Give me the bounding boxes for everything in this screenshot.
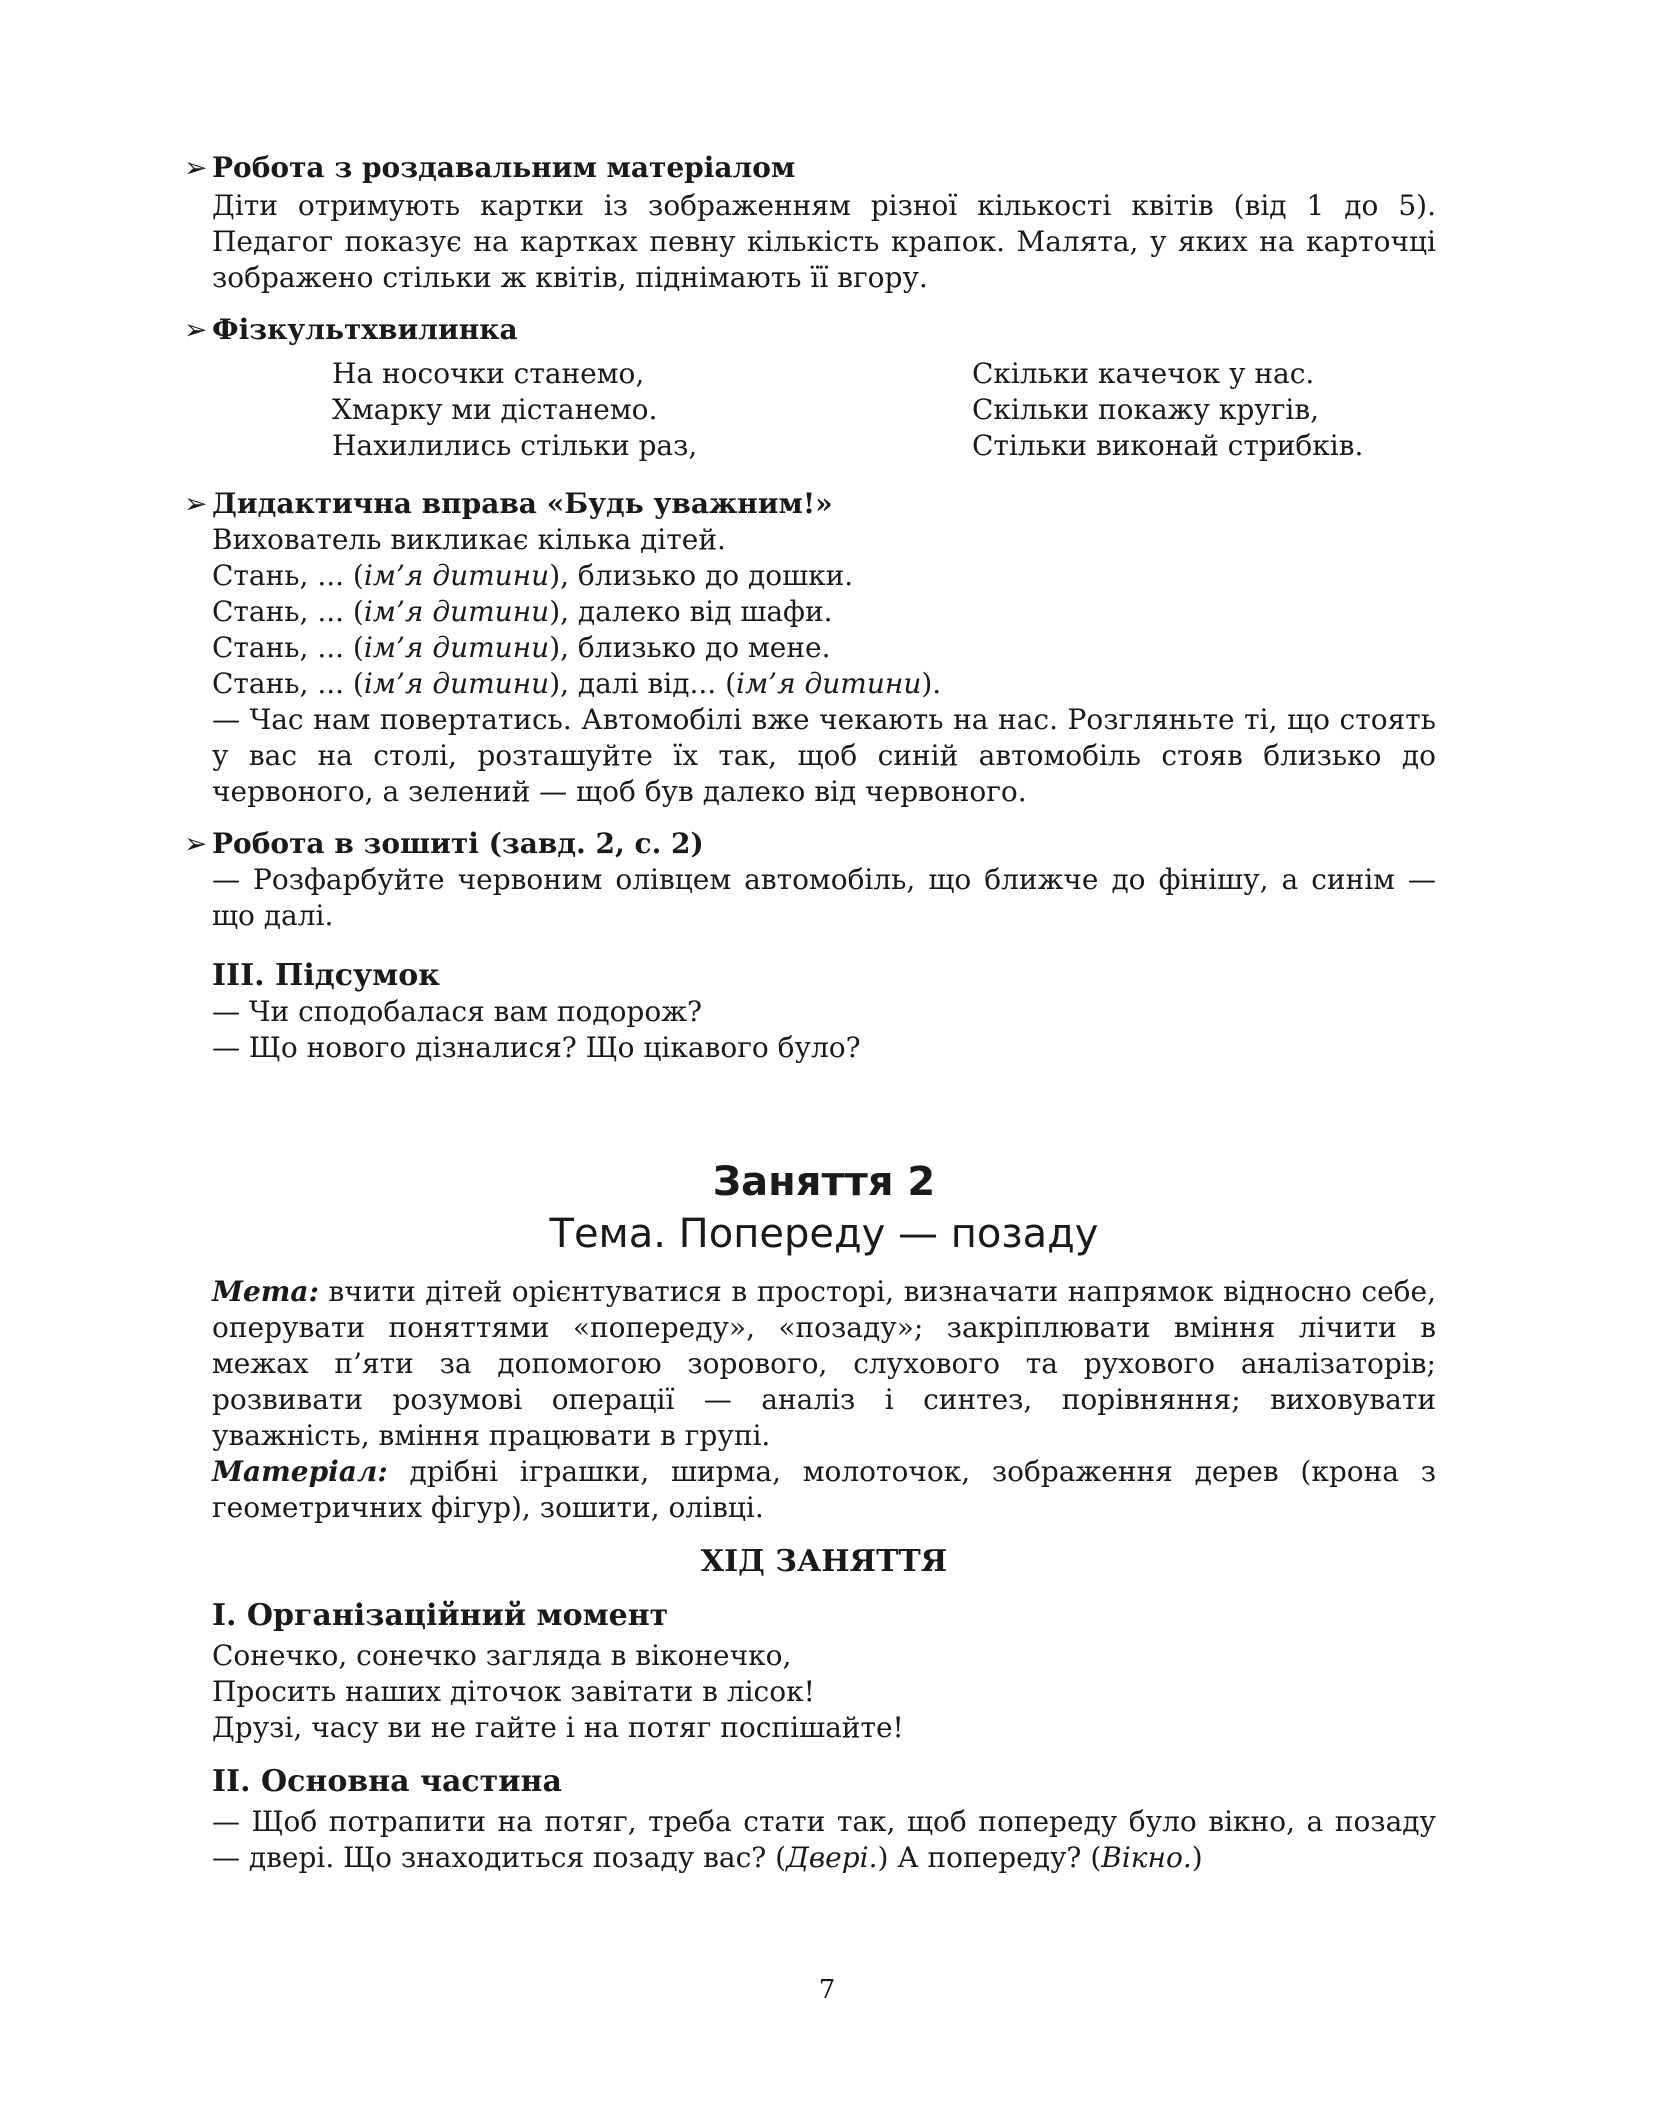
poem-column-left: [332, 356, 972, 464]
poem-line: На носочки станемо,: [332, 357, 645, 390]
instruction-line: Стань, ... (ім’я дитини), далі від... (ім’я дитини).: [212, 667, 942, 700]
section-heading: ➢ Робота в зошиті (завд. 2, с. 2): [184, 827, 704, 860]
poem: [212, 356, 1436, 464]
poem-line: Нахилились стільки раз,: [332, 429, 698, 462]
paragraph: — Розфарбуйте червоним олівцем автомобіль, що ближче до фінішу, а синім — що далі.: [212, 863, 1436, 932]
poem-line: Скільки покажу кругів,: [972, 393, 1320, 426]
goal-paragraph: Мета: вчити дітей орієнтуватися в просторі, визначати напрямок відносно себе, оперувати поняттями «попереду», «позаду»; закріплювати вміння лічити в межах п’яти за допомогою зорового, слухового та рухового аналізаторів; розвивати розумові операції — аналіз і синтез, порівняння; виховувати уважність, вміння працювати в групі.: [212, 1275, 1436, 1452]
course-title: ХІД ЗАНЯТТЯ: [700, 1544, 948, 1579]
section-heading: ➢ Дидактична вправа «Будь уважним!»: [184, 487, 833, 520]
paragraph: — Що нового дізналися? Що цікавого було?: [212, 1031, 861, 1064]
poem-line: Друзі, часу ви не гайте і на потяг поспішайте!: [212, 1711, 904, 1744]
poem-line: Стільки виконай стрибків.: [972, 429, 1364, 462]
page-content: [184, 150, 1436, 1876]
instruction-line: Стань, ... (ім’я дитини), далеко від шафи.: [212, 595, 833, 628]
poem-column-right: [972, 356, 1436, 464]
section-heading: ІІ. Основна частина: [212, 1764, 562, 1799]
section-heading: ІІІ. Підсумок: [212, 958, 440, 993]
instruction-line: Стань, ... (ім’я дитини), близько до дошки.: [212, 559, 854, 592]
paragraph: — Чи сподобалася вам подорож?: [212, 995, 702, 1028]
paragraph: Вихователь викликає кілька дітей.: [212, 523, 726, 556]
poem-line: Просить наших діточок завітати в лісок!: [212, 1675, 815, 1708]
instruction-line: Стань, ... (ім’я дитини), близько до мене.: [212, 631, 831, 664]
section-heading: ➢ Фізкультхвилинка: [184, 313, 518, 346]
arrow-icon: ➢: [184, 487, 208, 520]
paragraph: Діти отримують картки із зображенням різної кількості квітів (від 1 до 5). Педагог показує на картках певну кількість крапок. Малята, у яких на карточці зображено стільки ж квітів, піднімають її вгору.: [212, 189, 1436, 294]
paragraph: — Щоб потрапити на потяг, треба стати так, щоб попереду було вікно, а позаду — двері. Що знаходиться позаду вас? (Двері.) А попереду? (Вікно.): [212, 1805, 1436, 1874]
poem-line: Скільки качечок у нас.: [972, 357, 1315, 390]
lesson-title: Заняття 2: [712, 1159, 936, 1205]
material-paragraph: Матеріал: дрібні іграшки, ширма, молоточок, зображення дерев (крона з геометричних фігур), зошити, олівці.: [212, 1455, 1436, 1524]
lesson-subtitle: Тема. Попереду — позаду: [549, 1211, 1099, 1257]
section-heading: І. Організаційний момент: [212, 1598, 669, 1633]
paragraph: — Час нам повертатись. Автомобілі вже чекають на нас. Розгляньте ті, що стоять у вас на столі, розташуйте їх так, щоб синій автомобіль стояв близько до червоного, а зелений — щоб був далеко від червоного.: [212, 703, 1436, 808]
poem-line: Сонечко, сонечко загляда в віконечко,: [212, 1639, 792, 1672]
arrow-icon: ➢: [184, 151, 208, 184]
poem-line: Хмарку ми дістанемо.: [332, 393, 658, 426]
arrow-icon: ➢: [184, 827, 208, 860]
section-heading: ➢ Робота з роздавальним матеріалом: [184, 151, 796, 184]
page-number: 7: [818, 1975, 836, 2005]
arrow-icon: ➢: [184, 313, 208, 346]
